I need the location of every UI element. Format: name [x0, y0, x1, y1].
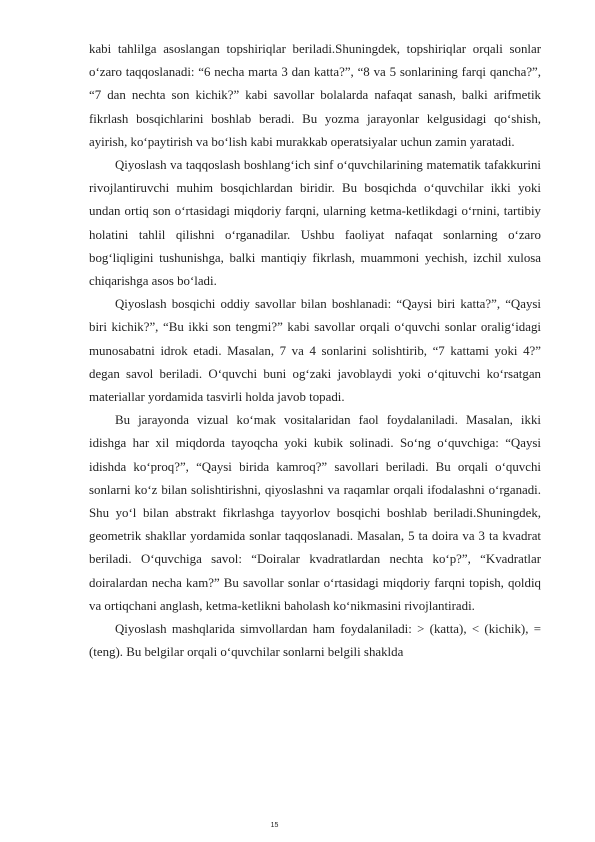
- paragraph-4: Bu jarayonda vizual ko‘mak vositalaridan faol foydalaniladi. Masalan, ikki idishga har xil miqdorda tayoqcha yoki kubik solinadi. So‘ng o‘quvchiga: “Qaysi idishda ko‘proq?”, “Qaysi birida kamroq?” savollari beriladi. Bu orqali o‘quvchi sonlarni ko‘z bilan solishtirishni, qiyoslashni va raqamlar orqali ifodalashni o‘rganadi. Shu yo‘l bilan abstrakt fikrlashga tayyorlov bosqichi boshlab beriladi.Shuningdek, geometrik shakllar yordamida sonlar taqqoslanadi. Masalan, 5 ta doira va 3 ta kvadrat beriladi. O‘quvchiga savol: “Doiralar kvadratlardan nechta ko‘p?”, “Kvadratlar doiralardan necha kam?” Bu savollar sonlar o‘rtasidagi miqdoriy farqni topish, qoldiq va ortiqchani anglash, ketma-ketlikni baholash ko‘nikmasini rivojlantiradi.: [89, 413, 541, 613]
- body-text: [89, 38, 541, 664]
- paragraph-1: kabi tahlilga asoslangan topshiriqlar beriladi.Shuningdek, topshiriqlar orqali sonlar o‘zaro taqqoslanadi: “6 necha marta 3 dan katta?”, “8 va 5 sonlarining farqi qancha?”, “7 dan nechta son kichik?” kabi savollar bolalarda nafaqat sanash, balki arifmetik fikrlash bosqichlarini boshlab beradi. Bu yozma jarayonlar kelgusidagi qo‘shish, ayirish, ko‘paytirish va bo‘lish kabi murakkab operatsiyalar uchun zamin yaratadi.: [89, 42, 541, 149]
- paragraph-2: Qiyoslash va taqqoslash boshlang‘ich sinf o‘quvchilarining matematik tafakkurini rivojlantiruvchi muhim bosqichlardan biridir. Bu bosqichda o‘quvchilar ikki yoki undan ortiq son o‘rtasidagi miqdoriy farqni, ularning ketma-ketlikdagi o‘rnini, tartibiy holatini tahlil qilishni o‘rganadilar. Ushbu faoliyat nafaqat sonlarning o‘zaro bog‘liqligini tushunishga, balki mantiqiy fikrlash, muammoni yechish, izchil xulosa chiqarishga asos bo‘ladi.: [89, 158, 541, 289]
- paragraph-5: Qiyoslash mashqlarida simvollardan ham foydalaniladi: > (katta), < (kichik), = (teng). Bu belgilar orqali o‘quvchilar sonlarni belgili shaklda: [89, 622, 541, 660]
- page-number-label: 15: [270, 822, 279, 829]
- paragraph-3: Qiyoslash bosqichi oddiy savollar bilan boshlanadi: “Qaysi biri katta?”, “Qaysi biri kichik?”, “Bu ikki son tengmi?” kabi savollar orqali o‘quvchi sonlar oralig‘idagi munosabatni idrok etadi. Masalan, 7 va 4 sonlarini solishtirib, “7 kattami yoki 4?” degan savol beriladi. O‘quvchi buni og‘zaki javoblaydi yoki o‘qituvchi ko‘rsatgan materiallar yordamida tasvirli holda javob topadi.: [89, 297, 541, 405]
- page-number: [0, 822, 595, 829]
